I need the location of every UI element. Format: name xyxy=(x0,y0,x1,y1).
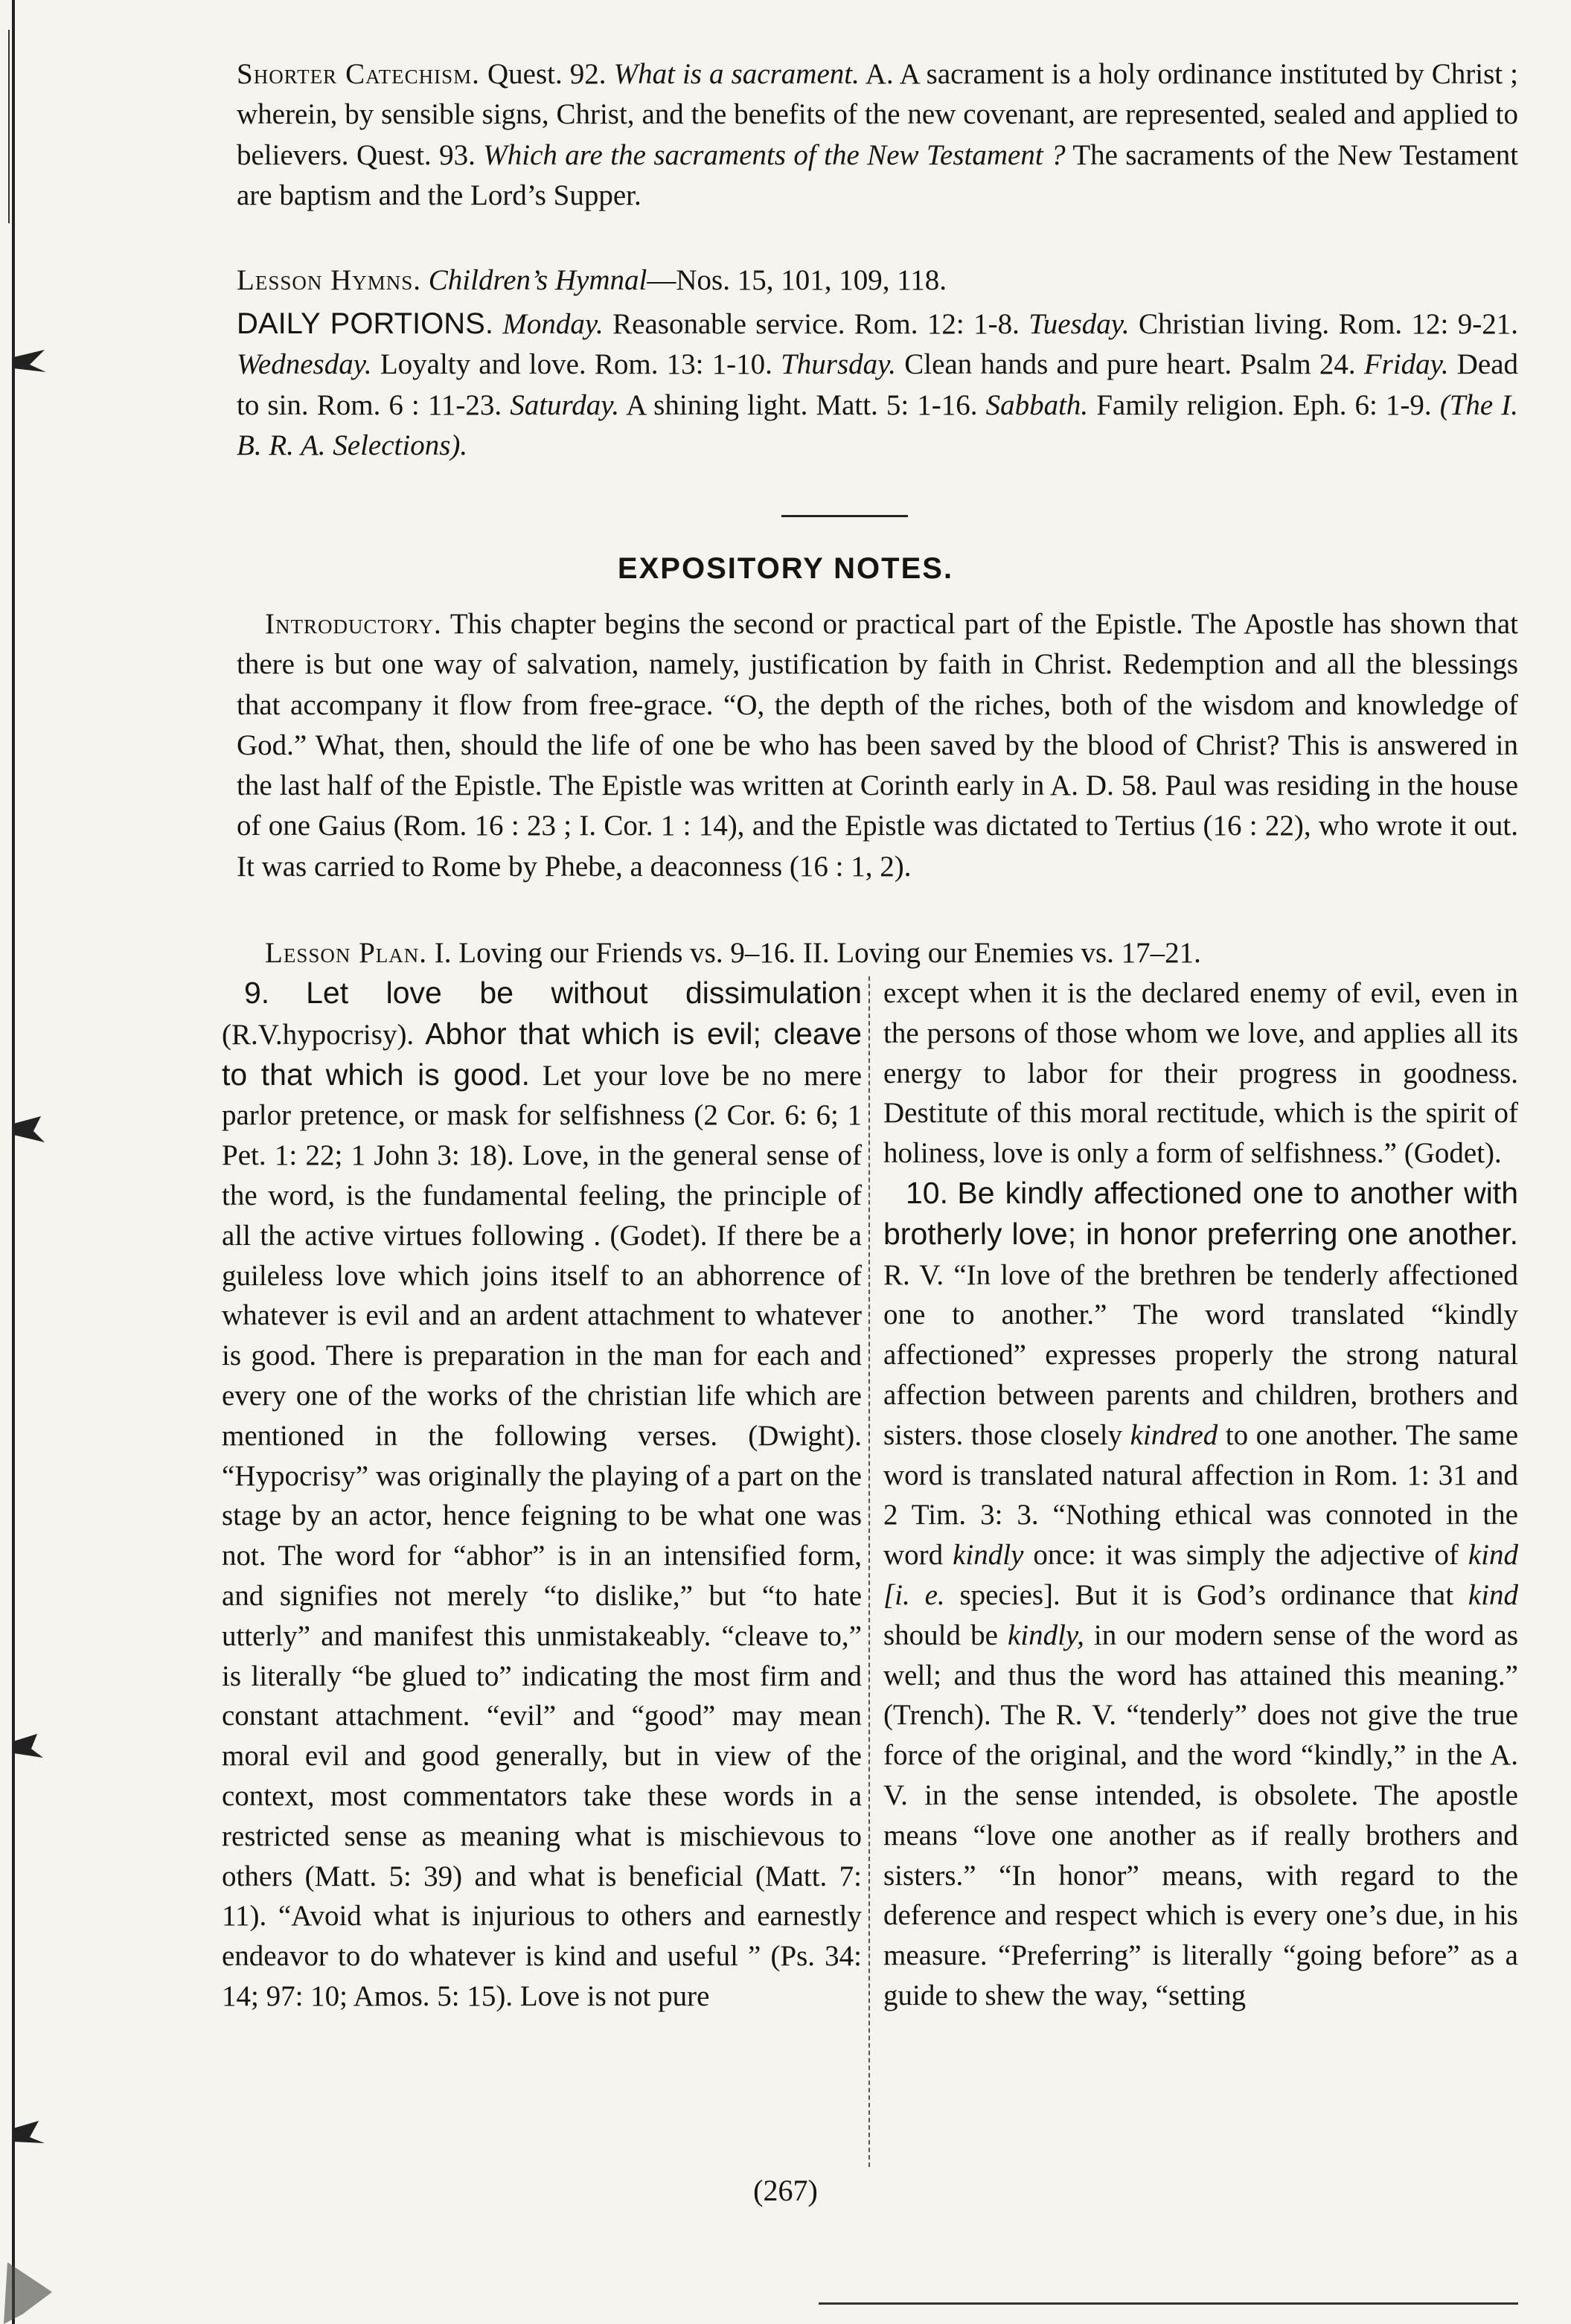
binding-edge xyxy=(0,0,52,2324)
introductory-text: This chapter begins the second or practical part of the Epistle. The Apostle has shown that there is but one way of salvation, namely, justification by faith in Christ. Redemption and all the blessings that accompany it flow from free-grace. “O, the depth of the riches, both of the wisdom and knowledge of God.” What, then, should the life of one be who has been saved by the blood of Christ? This is answered in the last half of the Epistle. The Epistle was written at Corinth early in A. D. 58. Paul was residing in the house of one Gaius (Rom. 16 : 23 ; I. Cor. 1 : 14), and the Epistle was dictated to Tertius (16 : 22), who wrote it out. It was carried to Rome by Phebe, a deaconness (16 : 1, 2). xyxy=(237,608,1518,883)
verse-10-commentary: in our modern sense of the word as well; and thus the word has attained this meaning.” (Trench). The R. V. “tenderly” does not give the true force of the original, and the word “kindly,” in the A. V. in the sense intended, is obsolete. The apostle means “love one another as if really brothers and sisters.” “In honor” means, with regard to the deference and respect which is every one’s due, in his measure. “Preferring” is literally “going before” as a guide to shew the way, “setting xyxy=(883,1619,1519,2011)
daily-day: Friday. xyxy=(1363,348,1449,381)
verse-10-text: Be kindly affectioned one to another with brotherly love; in honor preferring one another. xyxy=(883,1175,1519,1251)
daily-reading: Loyalty and love. Rom. 13: 1-10. xyxy=(380,348,772,381)
verse-10-rv: R. V. “In love of the brethren be tenderly affectioned one to another.” The word translated “kindly affectioned” expresses properly the strong natural affection between parents and children, brothers and sisters. those closely xyxy=(883,1258,1518,1451)
catechism-label: Shorter Catechism. xyxy=(237,58,480,90)
daily-reading: Clean hands and pure heart. Psalm 24. xyxy=(904,348,1356,381)
introductory-label: Introductory. xyxy=(265,608,442,640)
daily-day: Thursday. xyxy=(781,348,897,381)
daily-reading: Family religion. Eph. 6: 1-9. xyxy=(1096,388,1432,421)
verse-9-rv: (R.V.hypocrisy). xyxy=(222,1018,415,1051)
selections-source: (The I. B. R. A. Selections). xyxy=(237,388,1519,461)
daily-day: Monday. xyxy=(502,308,604,340)
verse-9-text-cont: Abhor that which is evil; cleave to that which is good. xyxy=(222,1016,863,1092)
word-kind: kind xyxy=(1468,1539,1519,1572)
daily-day: Saturday. xyxy=(510,388,620,421)
word-kindred: kindred xyxy=(1130,1418,1218,1451)
lesson-plan-text: I. Loving our Friends vs. 9–16. II. Loving our Enemies vs. 17–21. xyxy=(434,937,1201,969)
word-kind: kind xyxy=(1468,1578,1519,1611)
hymn-numbers: —Nos. 15, 101, 109, 118. xyxy=(647,264,947,296)
word-kindly: kindly xyxy=(953,1539,1024,1572)
daily-day: Wednesday. xyxy=(237,348,372,381)
verse-10-number: 10. xyxy=(906,1175,948,1210)
right-column xyxy=(883,973,1518,2016)
verse-9-text: Let love be without dissimulation xyxy=(306,976,862,1010)
daily-day: Tuesday. xyxy=(1028,308,1130,340)
verse-10-commentary: should be xyxy=(883,1619,998,1651)
verse-9-commentary: Let your love be no mere parlor pretence, or mask for selfishness (2 Cor. 6: 6; 1 Pet. 1: 22; 1 John 3: 18). Love, in the general sense of the word, is the fundamental feeling, the principle of all the active virtues following . (Godet). If there be a guileless love which joins itself to an abhorrence of whatever is evil and an ardent attachment to whatever is good. There is preparation in the man for each and every one of the works of the christian life which are mentioned in the following verses. (Dwight). “Hypocrisy” was originally the playing of a part on the stage by an actor, hence feigning to be what one was not. The word for “abhor” is in an intensified form, and signifies not merely “to dislike,” but “to hate utterly” and manifest this unmistakeably. “cleave to,” is literally “be glued to” indicating the most firm and constant attachment. “evil” and “good” may mean moral evil and good generally, but in view of the context, most commentators take these words in a restricted sense as meaning what is mischievous to others (Matt. 5: 39) and what is beneficial (Matt. 7: 11). “Avoid what is injurious to others and earnestly endeavor to do whatever is kind and useful ” (Ps. 34: 14; 97: 10; Amos. 5: 15). Love is not pure xyxy=(222,1059,863,2012)
lesson-plan-label: Lesson Plan. xyxy=(265,937,428,969)
verse-10-commentary: once: it was simply the adjective of xyxy=(1033,1539,1459,1572)
answer-92-text: A sacrament is a holy ordinance instituted by Christ ; wherein, by sensible signs, Christ, and the benefits of the new covenant, are represented, sealed and applied to believers. xyxy=(237,58,1518,171)
daily-reading: A shining light. Matt. 5: 1-16. xyxy=(626,388,978,421)
daily-portions-label: DAILY PORTIONS. xyxy=(237,307,493,340)
verse-9-number: 9. xyxy=(244,976,270,1010)
hymns-label: Lesson Hymns. xyxy=(237,264,422,296)
daily-day: Sabbath. xyxy=(985,388,1089,421)
daily-reading: Reasonable service. Rom. 12: 1-8. xyxy=(612,308,1020,340)
shorter-catechism-block xyxy=(237,54,1518,216)
daily-portions-block xyxy=(237,304,1518,466)
answer-label: A. xyxy=(865,58,894,90)
question-92-text: What is a sacrament. xyxy=(613,58,860,90)
expository-notes-heading: EXPOSITORY NOTES. xyxy=(617,552,954,585)
lesson-hymns-line xyxy=(237,260,1518,301)
verse-10-commentary: to one another. The same word is translated natural affection in Rom. 1: 31 and 2 Tim. 3: 3. “Nothing ethical was connoted in the word xyxy=(883,1418,1519,1572)
page-number: (267) xyxy=(753,2174,818,2207)
word-kindly: kindly, xyxy=(1007,1619,1084,1651)
introductory-paragraph xyxy=(237,604,1518,887)
question-93-text: Which are the sacraments of the New Testament ? xyxy=(483,138,1066,171)
lesson-plan-line xyxy=(237,933,1518,973)
verse-9-commentary-cont: except when it is the declared enemy of evil, even in the persons of those whom we love, and applies all its energy to labor for their progress in goodness. Destitute of this moral rectitude, which is the spirit of holiness, love is only a form of selfishness.” (Godet). xyxy=(883,977,1518,1170)
verse-10-commentary: species]. But it is God’s ordinance that xyxy=(959,1578,1454,1611)
question-92-number: Quest. 92. xyxy=(487,58,607,90)
column-divider xyxy=(868,976,870,2167)
section-divider xyxy=(781,515,908,517)
bottom-rule xyxy=(819,2302,1518,2305)
hymnal-title: Children’s Hymnal xyxy=(428,264,647,296)
daily-reading: Dead to sin. Rom. 6 : 11-23. xyxy=(237,348,1519,421)
answer-93-text: The sacraments of the New Testament are baptism and the Lord’s Supper. xyxy=(237,138,1519,211)
id-est: [i. e. xyxy=(883,1578,945,1611)
daily-reading: Christian living. Rom. 12: 9-21. xyxy=(1139,308,1519,340)
question-93-number: Quest. 93. xyxy=(356,138,476,171)
left-column xyxy=(222,973,862,2017)
